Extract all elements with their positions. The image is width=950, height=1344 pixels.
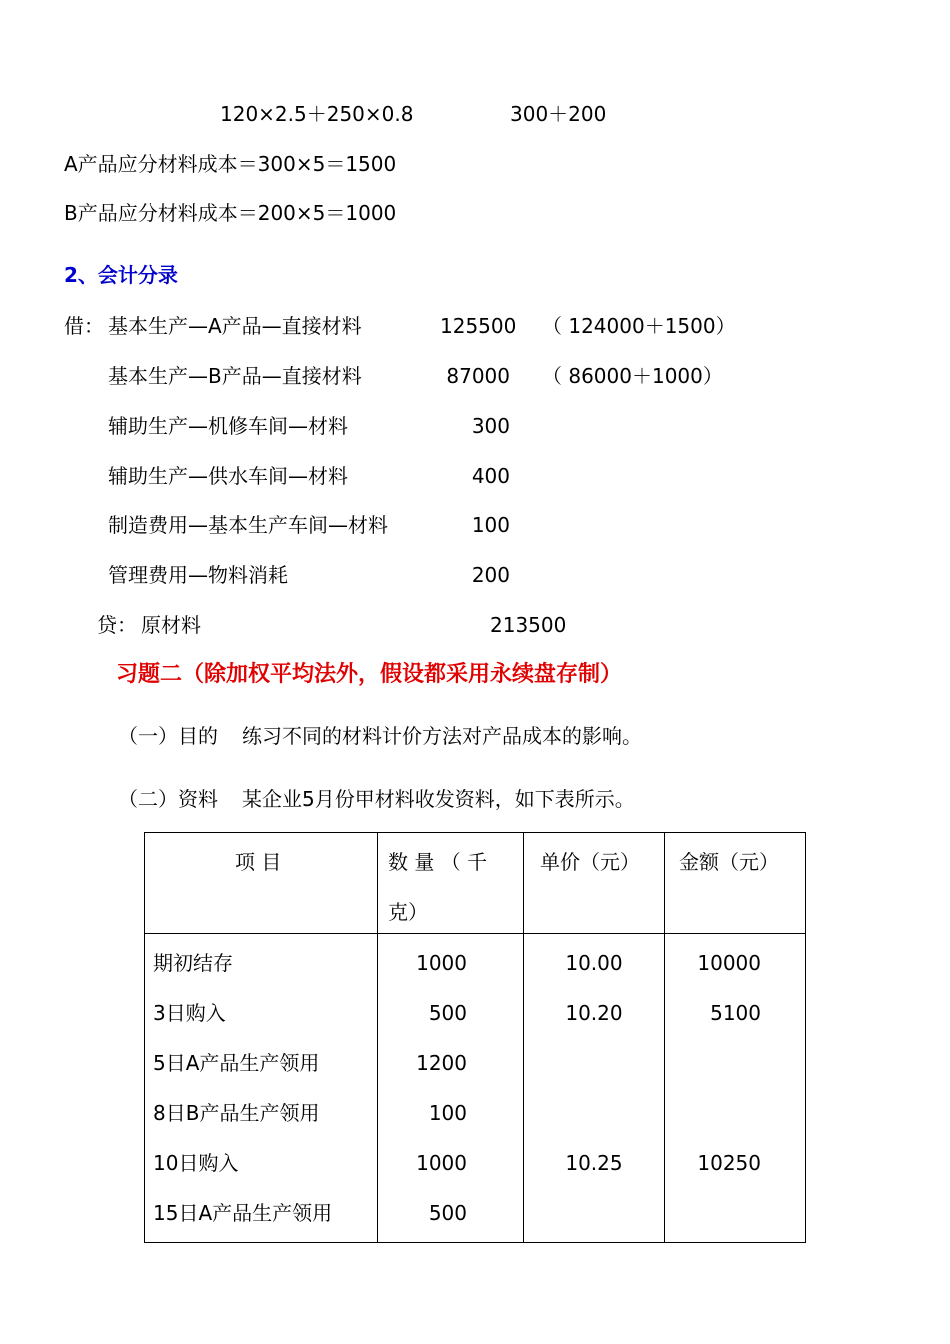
debit-account: 制造费用—基本生产车间—材料 xyxy=(108,513,388,537)
row-amount xyxy=(665,1038,805,1088)
debit-amount: 87000 xyxy=(446,364,510,388)
row-price: 10.00 xyxy=(565,951,623,975)
price-column xyxy=(524,934,665,1243)
row-qty: 1200 xyxy=(416,1051,467,1075)
amount-column xyxy=(665,934,806,1243)
row-item: 3日购入 xyxy=(153,1001,226,1025)
row-qty: 1000 xyxy=(416,951,467,975)
header-amount-label: 金额（元） xyxy=(679,850,779,874)
row-price xyxy=(524,1088,664,1138)
header-price xyxy=(524,833,665,934)
table-body-row xyxy=(145,934,806,1243)
row-price: 10.20 xyxy=(565,1001,623,1025)
header-qty-line2: 克） xyxy=(388,900,428,924)
materials-label: （二）资料 xyxy=(118,787,218,811)
debit-account: 辅助生产—供水车间—材料 xyxy=(108,464,348,488)
header-price-label: 单价（元） xyxy=(540,850,640,874)
formula-left: 120×2.5＋250×0.8 xyxy=(220,102,414,126)
header-qty-line1: 数 量 （ 千 xyxy=(388,850,488,874)
purpose-label: （一）目的 xyxy=(118,724,218,748)
credit-account: 原材料 xyxy=(141,613,201,637)
row-qty: 500 xyxy=(428,1001,467,1025)
credit-prefix: 贷： xyxy=(97,613,137,637)
debit-amount: 400 xyxy=(471,464,510,488)
row-amount: 10250 xyxy=(697,1151,761,1175)
row-amount xyxy=(665,1188,805,1238)
table-header-row xyxy=(145,833,806,934)
qty-column xyxy=(378,934,524,1243)
allocation-b: B产品应分材料成本＝200×5＝1000 xyxy=(64,201,397,225)
allocation-a: A产品应分材料成本＝300×5＝1500 xyxy=(64,152,397,176)
credit-amount: 213500 xyxy=(490,613,567,637)
row-amount: 10000 xyxy=(697,951,761,975)
row-price: 10.25 xyxy=(565,1151,623,1175)
header-qty xyxy=(378,833,524,934)
row-item: 期初结存 xyxy=(153,951,233,975)
row-item: 5日A产品生产领用 xyxy=(153,1051,320,1075)
row-qty: 100 xyxy=(428,1101,467,1125)
formula-right: 300＋200 xyxy=(510,102,607,126)
row-amount xyxy=(665,1088,805,1138)
debit-account: 管理费用—物料消耗 xyxy=(108,563,288,587)
item-column xyxy=(145,934,378,1243)
row-price xyxy=(524,1188,664,1238)
row-item: 10日购入 xyxy=(153,1151,239,1175)
debit-amount: 300 xyxy=(471,414,510,438)
row-price xyxy=(524,1038,664,1088)
debit-note: （ 124000＋1500） xyxy=(542,314,736,338)
exercise-title: 习题二（除加权平均法外，假设都采用永续盘存制） xyxy=(116,662,623,687)
debit-account: 基本生产—A产品—直接材料 xyxy=(108,314,362,338)
row-qty: 500 xyxy=(428,1201,467,1225)
row-qty: 1000 xyxy=(416,1151,467,1175)
debit-amount: 200 xyxy=(471,563,510,587)
header-item xyxy=(145,833,378,934)
row-item: 8日B产品生产领用 xyxy=(153,1101,320,1125)
debit-amount: 100 xyxy=(471,513,510,537)
section-title-journal: 2、会计分录 xyxy=(64,263,178,287)
header-amount xyxy=(665,833,806,934)
header-item-label: 项 目 xyxy=(235,850,282,874)
row-amount: 5100 xyxy=(710,1001,761,1025)
debit-note: （ 86000＋1000） xyxy=(542,364,723,388)
debit-prefix: 借： xyxy=(64,314,104,338)
debit-account: 辅助生产—机修车间—材料 xyxy=(108,414,348,438)
materials-text: 某企业5月份甲材料收发资料，如下表所示。 xyxy=(242,787,635,811)
material-ledger-table xyxy=(144,832,806,1243)
debit-amount: 125500 xyxy=(440,314,517,338)
row-item: 15日A产品生产领用 xyxy=(153,1201,333,1225)
purpose-text: 练习不同的材料计价方法对产品成本的影响。 xyxy=(242,724,642,748)
debit-account: 基本生产—B产品—直接材料 xyxy=(108,364,362,388)
